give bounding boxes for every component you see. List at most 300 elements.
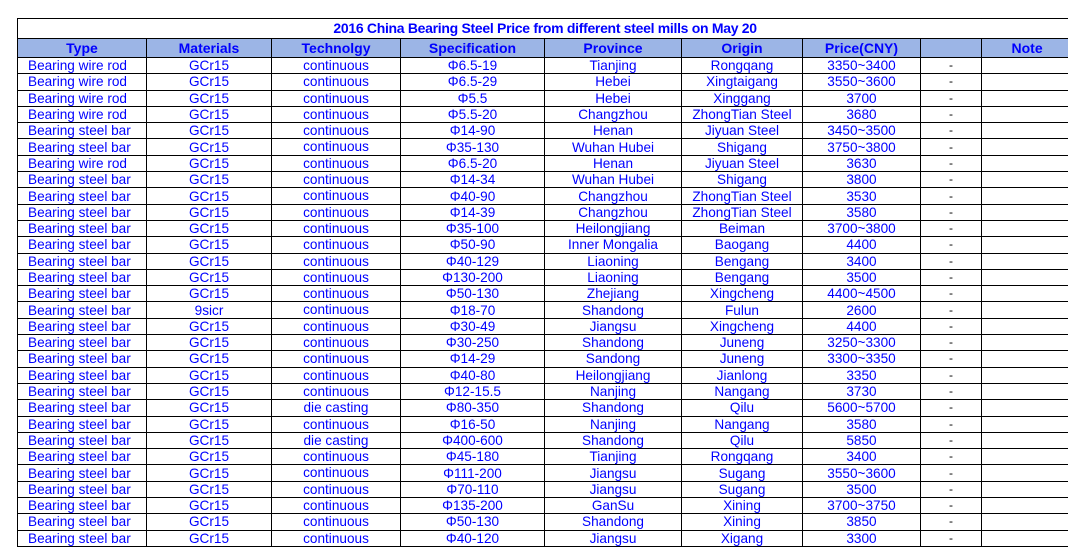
type-cell[interactable]: Bearing steel bar [18, 335, 147, 351]
origin-cell[interactable]: Bengang [682, 269, 803, 285]
materials-cell[interactable]: GCr15 [147, 465, 272, 481]
note-cell[interactable] [982, 383, 1068, 399]
price-cell[interactable]: 3530 [803, 188, 921, 204]
price-cell[interactable]: 3580 [803, 204, 921, 220]
technology-cell[interactable]: continuous [272, 139, 401, 155]
note-cell[interactable] [982, 335, 1068, 351]
blank-cell[interactable]: - [921, 302, 982, 318]
technology-cell[interactable]: continuous [272, 530, 401, 546]
materials-cell[interactable]: GCr15 [147, 318, 272, 334]
origin-cell[interactable]: Rongqang [682, 449, 803, 465]
type-cell[interactable]: Bearing steel bar [18, 351, 147, 367]
type-cell[interactable]: Bearing steel bar [18, 416, 147, 432]
origin-cell[interactable]: Bengang [682, 253, 803, 269]
technology-cell[interactable]: continuous [272, 498, 401, 514]
type-cell[interactable]: Bearing steel bar [18, 269, 147, 285]
type-cell[interactable]: Bearing steel bar [18, 302, 147, 318]
materials-cell[interactable]: GCr15 [147, 383, 272, 399]
blank-cell[interactable]: - [921, 367, 982, 383]
blank-cell[interactable]: - [921, 383, 982, 399]
origin-cell[interactable]: Baogang [682, 237, 803, 253]
header-province[interactable]: Province [545, 39, 682, 58]
origin-cell[interactable]: Xining [682, 514, 803, 530]
technology-cell[interactable]: continuous [272, 253, 401, 269]
specification-cell[interactable]: Φ30-250 [401, 335, 545, 351]
type-cell[interactable]: Bearing steel bar [18, 432, 147, 448]
materials-cell[interactable]: GCr15 [147, 139, 272, 155]
origin-cell[interactable]: Rongqang [682, 58, 803, 74]
type-cell[interactable]: Bearing steel bar [18, 204, 147, 220]
table-row [18, 74, 1068, 90]
specification-cell[interactable]: Φ40-90 [401, 188, 545, 204]
blank-cell[interactable]: - [921, 74, 982, 90]
origin-cell[interactable]: Nangang [682, 416, 803, 432]
blank-cell[interactable]: - [921, 481, 982, 497]
table-row [18, 465, 1068, 481]
blank-cell[interactable]: - [921, 237, 982, 253]
province-cell[interactable]: Jiangsu [545, 481, 682, 497]
blank-cell[interactable]: - [921, 351, 982, 367]
table-row [18, 498, 1068, 514]
province-cell[interactable]: Heilongjiang [545, 220, 682, 236]
price-cell[interactable]: 4400 [803, 237, 921, 253]
origin-cell[interactable]: Xinggang [682, 90, 803, 106]
type-cell[interactable]: Bearing steel bar [18, 318, 147, 334]
technology-cell[interactable]: continuous [272, 204, 401, 220]
price-cell[interactable]: 3700 [803, 90, 921, 106]
origin-cell[interactable]: Xining [682, 498, 803, 514]
table-row [18, 302, 1068, 318]
province-cell[interactable]: Tianjing [545, 58, 682, 74]
price-cell[interactable]: 5600~5700 [803, 400, 921, 416]
materials-cell[interactable]: GCr15 [147, 172, 272, 188]
materials-cell[interactable]: GCr15 [147, 481, 272, 497]
note-cell[interactable] [982, 416, 1068, 432]
origin-cell[interactable]: Qilu [682, 400, 803, 416]
table-row [18, 481, 1068, 497]
price-cell[interactable]: 3700~3800 [803, 220, 921, 236]
blank-cell[interactable]: - [921, 465, 982, 481]
note-cell[interactable] [982, 269, 1068, 285]
specification-cell[interactable]: Φ40-120 [401, 530, 545, 546]
type-cell[interactable]: Bearing steel bar [18, 139, 147, 155]
table-row [18, 318, 1068, 334]
note-cell[interactable] [982, 481, 1068, 497]
technology-cell[interactable]: continuous [272, 58, 401, 74]
blank-cell[interactable]: - [921, 432, 982, 448]
origin-cell[interactable]: Nangang [682, 383, 803, 399]
origin-cell[interactable]: Shigang [682, 172, 803, 188]
type-cell[interactable]: Bearing steel bar [18, 123, 147, 139]
technology-cell[interactable]: continuous [272, 106, 401, 122]
header-price[interactable]: Price(CNY) [803, 39, 921, 58]
note-cell[interactable] [982, 123, 1068, 139]
province-cell[interactable]: GanSu [545, 498, 682, 514]
price-cell[interactable]: 3680 [803, 106, 921, 122]
materials-cell[interactable]: GCr15 [147, 188, 272, 204]
origin-cell[interactable]: Sugang [682, 465, 803, 481]
origin-cell[interactable]: Xingcheng [682, 286, 803, 302]
table-row [18, 90, 1068, 106]
specification-cell[interactable]: Φ40-80 [401, 367, 545, 383]
province-cell[interactable]: Changzhou [545, 204, 682, 220]
note-cell[interactable] [982, 514, 1068, 530]
type-cell[interactable]: Bearing steel bar [18, 188, 147, 204]
type-cell[interactable]: Bearing wire rod [18, 58, 147, 74]
technology-cell[interactable]: continuous [272, 302, 401, 318]
technology-cell[interactable]: continuous [272, 172, 401, 188]
province-cell[interactable]: Sandong [545, 351, 682, 367]
specification-cell[interactable]: Φ16-50 [401, 416, 545, 432]
note-cell[interactable] [982, 155, 1068, 171]
table-row [18, 58, 1068, 74]
blank-cell[interactable]: - [921, 253, 982, 269]
origin-cell[interactable]: Jiyuan Steel [682, 155, 803, 171]
type-cell[interactable]: Bearing steel bar [18, 498, 147, 514]
note-cell[interactable] [982, 351, 1068, 367]
header-blank[interactable] [921, 39, 982, 58]
note-cell[interactable] [982, 302, 1068, 318]
note-cell[interactable] [982, 465, 1068, 481]
blank-cell[interactable]: - [921, 449, 982, 465]
origin-cell[interactable]: ZhongTian Steel [682, 106, 803, 122]
type-cell[interactable]: Bearing steel bar [18, 465, 147, 481]
table-title[interactable]: 2016 China Bearing Steel Price from different steel mills on May 20 [18, 19, 1068, 39]
province-cell[interactable]: Zhejiang [545, 286, 682, 302]
origin-cell[interactable]: Xingcheng [682, 318, 803, 334]
province-cell[interactable]: Heilongjiang [545, 367, 682, 383]
materials-cell[interactable]: GCr15 [147, 58, 272, 74]
specification-cell[interactable]: Φ14-34 [401, 172, 545, 188]
price-cell[interactable]: 3250~3300 [803, 335, 921, 351]
province-cell[interactable]: Shandong [545, 400, 682, 416]
specification-cell[interactable]: Φ5.5 [401, 90, 545, 106]
blank-cell[interactable]: - [921, 318, 982, 334]
price-cell[interactable]: 4400~4500 [803, 286, 921, 302]
type-cell[interactable]: Bearing steel bar [18, 172, 147, 188]
note-cell[interactable] [982, 220, 1068, 236]
type-cell[interactable]: Bearing steel bar [18, 514, 147, 530]
price-cell[interactable]: 3400 [803, 449, 921, 465]
origin-cell[interactable]: Qilu [682, 432, 803, 448]
price-cell[interactable]: 3450~3500 [803, 123, 921, 139]
price-cell[interactable]: 5850 [803, 432, 921, 448]
origin-cell[interactable]: Jiyuan Steel [682, 123, 803, 139]
technology-cell[interactable]: continuous [272, 481, 401, 497]
blank-cell[interactable]: - [921, 269, 982, 285]
province-cell[interactable]: Hebei [545, 74, 682, 90]
table-row [18, 269, 1068, 285]
blank-cell[interactable]: - [921, 400, 982, 416]
table-row [18, 106, 1068, 122]
origin-cell[interactable]: Juneng [682, 351, 803, 367]
materials-cell[interactable]: GCr15 [147, 106, 272, 122]
note-cell[interactable] [982, 188, 1068, 204]
type-cell[interactable]: Bearing wire rod [18, 90, 147, 106]
header-technology[interactable]: Technolgy [272, 39, 401, 58]
specification-cell[interactable]: Φ40-129 [401, 253, 545, 269]
price-cell[interactable]: 3400 [803, 253, 921, 269]
materials-cell[interactable]: GCr15 [147, 335, 272, 351]
origin-cell[interactable]: ZhongTian Steel [682, 204, 803, 220]
blank-cell[interactable]: - [921, 204, 982, 220]
specification-cell[interactable]: Φ135-200 [401, 498, 545, 514]
price-cell[interactable]: 3500 [803, 269, 921, 285]
province-cell[interactable]: Nanjing [545, 383, 682, 399]
note-cell[interactable] [982, 498, 1068, 514]
price-cell[interactable]: 3300~3350 [803, 351, 921, 367]
province-cell[interactable]: Shandong [545, 514, 682, 530]
province-cell[interactable]: Shandong [545, 432, 682, 448]
specification-cell[interactable]: Φ6.5-19 [401, 58, 545, 74]
technology-cell[interactable]: continuous [272, 220, 401, 236]
price-cell[interactable]: 3750~3800 [803, 139, 921, 155]
specification-cell[interactable]: Φ6.5-29 [401, 74, 545, 90]
type-cell[interactable]: Bearing steel bar [18, 481, 147, 497]
price-cell[interactable]: 2600 [803, 302, 921, 318]
price-cell[interactable]: 3350~3400 [803, 58, 921, 74]
province-cell[interactable]: Changzhou [545, 188, 682, 204]
technology-cell[interactable]: continuous [272, 155, 401, 171]
specification-cell[interactable]: Φ130-200 [401, 269, 545, 285]
specification-cell[interactable]: Φ14-39 [401, 204, 545, 220]
technology-cell[interactable]: continuous [272, 351, 401, 367]
blank-cell[interactable]: - [921, 139, 982, 155]
province-cell[interactable]: Liaoning [545, 253, 682, 269]
blank-cell[interactable]: - [921, 58, 982, 74]
blank-cell[interactable]: - [921, 416, 982, 432]
type-cell[interactable]: Bearing steel bar [18, 367, 147, 383]
price-cell[interactable]: 3300 [803, 530, 921, 546]
province-cell[interactable]: Wuhan Hubei [545, 172, 682, 188]
materials-cell[interactable]: GCr15 [147, 253, 272, 269]
materials-cell[interactable]: GCr15 [147, 220, 272, 236]
materials-cell[interactable]: GCr15 [147, 204, 272, 220]
specification-cell[interactable]: Φ45-180 [401, 449, 545, 465]
materials-cell[interactable]: GCr15 [147, 432, 272, 448]
materials-cell[interactable]: GCr15 [147, 351, 272, 367]
note-cell[interactable] [982, 367, 1068, 383]
header-note[interactable]: Note [982, 39, 1068, 58]
origin-cell[interactable]: ZhongTian Steel [682, 188, 803, 204]
technology-cell[interactable]: continuous [272, 74, 401, 90]
table-row [18, 530, 1068, 546]
technology-cell[interactable]: continuous [272, 449, 401, 465]
province-cell[interactable]: Jiangsu [545, 318, 682, 334]
note-cell[interactable] [982, 58, 1068, 74]
technology-cell[interactable]: continuous [272, 318, 401, 334]
note-cell[interactable] [982, 237, 1068, 253]
blank-cell[interactable]: - [921, 188, 982, 204]
specification-cell[interactable]: Φ35-100 [401, 220, 545, 236]
technology-cell[interactable]: continuous [272, 367, 401, 383]
province-cell[interactable]: Jiangsu [545, 530, 682, 546]
note-cell[interactable] [982, 106, 1068, 122]
price-cell[interactable]: 3350 [803, 367, 921, 383]
province-cell[interactable]: Shandong [545, 335, 682, 351]
table-row [18, 400, 1068, 416]
origin-cell[interactable]: Shigang [682, 139, 803, 155]
price-cell[interactable]: 3730 [803, 383, 921, 399]
type-cell[interactable]: Bearing steel bar [18, 449, 147, 465]
technology-cell[interactable]: continuous [272, 416, 401, 432]
blank-cell[interactable]: - [921, 286, 982, 302]
type-cell[interactable]: Bearing steel bar [18, 237, 147, 253]
note-cell[interactable] [982, 74, 1068, 90]
province-cell[interactable]: Henan [545, 123, 682, 139]
blank-cell[interactable]: - [921, 530, 982, 546]
blank-cell[interactable]: - [921, 123, 982, 139]
specification-cell[interactable]: Φ70-110 [401, 481, 545, 497]
materials-cell[interactable]: GCr15 [147, 400, 272, 416]
note-cell[interactable] [982, 286, 1068, 302]
type-cell[interactable]: Bearing wire rod [18, 106, 147, 122]
blank-cell[interactable]: - [921, 106, 982, 122]
province-cell[interactable]: Changzhou [545, 106, 682, 122]
materials-cell[interactable]: GCr15 [147, 498, 272, 514]
header-specification[interactable]: Specification [401, 39, 545, 58]
blank-cell[interactable]: - [921, 172, 982, 188]
technology-cell[interactable]: die casting [272, 432, 401, 448]
note-cell[interactable] [982, 318, 1068, 334]
price-cell[interactable]: 3550~3600 [803, 74, 921, 90]
origin-cell[interactable]: Xigang [682, 530, 803, 546]
type-cell[interactable]: Bearing steel bar [18, 383, 147, 399]
origin-cell[interactable]: Juneng [682, 335, 803, 351]
note-cell[interactable] [982, 204, 1068, 220]
technology-cell[interactable]: continuous [272, 335, 401, 351]
blank-cell[interactable]: - [921, 220, 982, 236]
specification-cell[interactable]: Φ14-29 [401, 351, 545, 367]
header-type[interactable]: Type [18, 39, 147, 58]
note-cell[interactable] [982, 253, 1068, 269]
specification-cell[interactable]: Φ50-90 [401, 237, 545, 253]
technology-cell[interactable]: continuous [272, 465, 401, 481]
technology-cell[interactable]: continuous [272, 269, 401, 285]
price-cell[interactable]: 3550~3600 [803, 465, 921, 481]
note-cell[interactable] [982, 449, 1068, 465]
technology-cell[interactable]: continuous [272, 286, 401, 302]
blank-cell[interactable]: - [921, 498, 982, 514]
province-cell[interactable]: Liaoning [545, 269, 682, 285]
province-cell[interactable]: Wuhan Hubei [545, 139, 682, 155]
table-row [18, 237, 1068, 253]
technology-cell[interactable]: continuous [272, 90, 401, 106]
specification-cell[interactable]: Φ50-130 [401, 286, 545, 302]
note-cell[interactable] [982, 90, 1068, 106]
materials-cell[interactable]: GCr15 [147, 269, 272, 285]
province-cell[interactable]: Henan [545, 155, 682, 171]
price-table [17, 18, 1068, 547]
materials-cell[interactable]: GCr15 [147, 286, 272, 302]
specification-cell[interactable]: Φ35-130 [401, 139, 545, 155]
price-cell[interactable]: 3800 [803, 172, 921, 188]
specification-cell[interactable]: Φ80-350 [401, 400, 545, 416]
materials-cell[interactable]: GCr15 [147, 90, 272, 106]
price-cell[interactable]: 3850 [803, 514, 921, 530]
technology-cell[interactable]: continuous [272, 514, 401, 530]
specification-cell[interactable]: Φ30-49 [401, 318, 545, 334]
origin-cell[interactable]: Sugang [682, 481, 803, 497]
specification-cell[interactable]: Φ12-15.5 [401, 383, 545, 399]
price-cell[interactable]: 4400 [803, 318, 921, 334]
blank-cell[interactable]: - [921, 335, 982, 351]
specification-cell[interactable]: Φ18-70 [401, 302, 545, 318]
province-cell[interactable]: Hebei [545, 90, 682, 106]
table-body [18, 58, 1068, 547]
table-row [18, 155, 1068, 171]
province-cell[interactable]: Jiangsu [545, 465, 682, 481]
province-cell[interactable]: Inner Mongalia [545, 237, 682, 253]
specification-cell[interactable]: Φ5.5-20 [401, 106, 545, 122]
note-cell[interactable] [982, 139, 1068, 155]
blank-cell[interactable]: - [921, 90, 982, 106]
type-cell[interactable]: Bearing wire rod [18, 155, 147, 171]
type-cell[interactable]: Bearing steel bar [18, 220, 147, 236]
materials-cell[interactable]: GCr15 [147, 367, 272, 383]
materials-cell[interactable]: GCr15 [147, 74, 272, 90]
materials-cell[interactable]: GCr15 [147, 449, 272, 465]
note-cell[interactable] [982, 432, 1068, 448]
table-row [18, 335, 1068, 351]
note-cell[interactable] [982, 400, 1068, 416]
technology-cell[interactable]: continuous [272, 123, 401, 139]
technology-cell[interactable]: continuous [272, 237, 401, 253]
materials-cell[interactable]: GCr15 [147, 237, 272, 253]
price-cell[interactable]: 3580 [803, 416, 921, 432]
type-cell[interactable]: Bearing wire rod [18, 74, 147, 90]
type-cell[interactable]: Bearing steel bar [18, 253, 147, 269]
province-cell[interactable]: Nanjing [545, 416, 682, 432]
specification-cell[interactable]: Φ6.5-20 [401, 155, 545, 171]
price-cell[interactable]: 3500 [803, 481, 921, 497]
technology-cell[interactable]: continuous [272, 188, 401, 204]
origin-cell[interactable]: Beiman [682, 220, 803, 236]
origin-cell[interactable]: Jianlong [682, 367, 803, 383]
price-cell[interactable]: 3630 [803, 155, 921, 171]
materials-cell[interactable]: 9sicr [147, 302, 272, 318]
note-cell[interactable] [982, 530, 1068, 546]
header-origin[interactable]: Origin [682, 39, 803, 58]
specification-cell[interactable]: Φ14-90 [401, 123, 545, 139]
province-cell[interactable]: Tianjing [545, 449, 682, 465]
type-cell[interactable]: Bearing steel bar [18, 286, 147, 302]
type-cell[interactable]: Bearing steel bar [18, 530, 147, 546]
type-cell[interactable]: Bearing steel bar [18, 400, 147, 416]
specification-cell[interactable]: Φ50-130 [401, 514, 545, 530]
technology-cell[interactable]: die casting [272, 400, 401, 416]
blank-cell[interactable]: - [921, 155, 982, 171]
table-row [18, 514, 1068, 530]
table-row [18, 367, 1068, 383]
blank-cell[interactable]: - [921, 514, 982, 530]
header-materials[interactable]: Materials [147, 39, 272, 58]
materials-cell[interactable]: GCr15 [147, 123, 272, 139]
table-row [18, 253, 1068, 269]
origin-cell[interactable]: Fulun [682, 302, 803, 318]
materials-cell[interactable]: GCr15 [147, 514, 272, 530]
materials-cell[interactable]: GCr15 [147, 155, 272, 171]
origin-cell[interactable]: Xingtaigang [682, 74, 803, 90]
price-cell[interactable]: 3700~3750 [803, 498, 921, 514]
materials-cell[interactable]: GCr15 [147, 416, 272, 432]
technology-cell[interactable]: continuous [272, 383, 401, 399]
materials-cell[interactable]: GCr15 [147, 530, 272, 546]
note-cell[interactable] [982, 172, 1068, 188]
specification-cell[interactable]: Φ111-200 [401, 465, 545, 481]
specification-cell[interactable]: Φ400-600 [401, 432, 545, 448]
province-cell[interactable]: Shandong [545, 302, 682, 318]
